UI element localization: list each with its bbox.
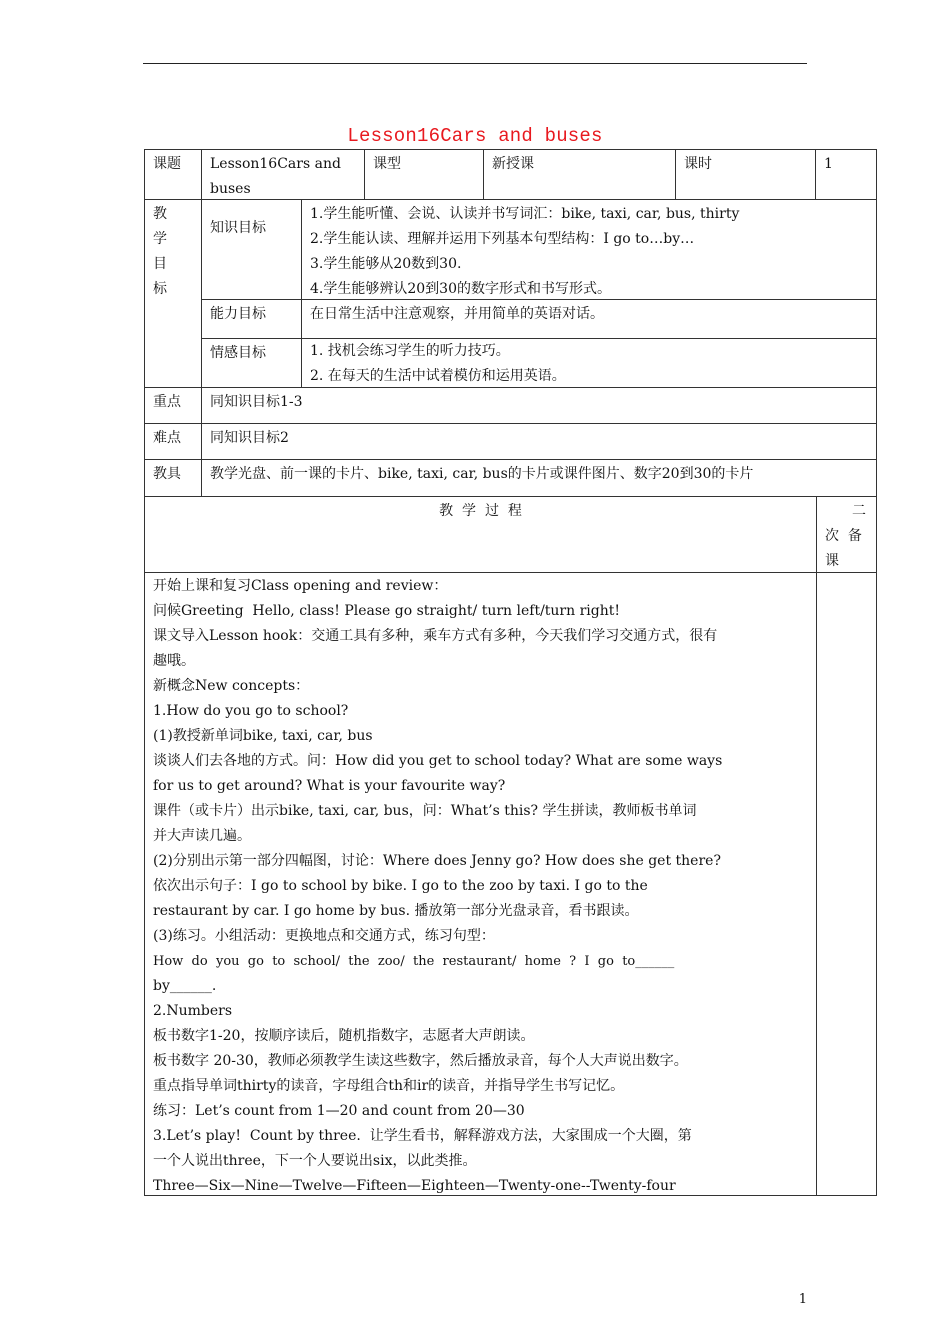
process-line: for us to get around? What is your favourite way? bbox=[153, 778, 506, 794]
materials-label: 教具 bbox=[153, 466, 181, 482]
type-value: 新授课 bbox=[492, 156, 534, 172]
topic-label-cell bbox=[144, 149, 202, 200]
process-line: by______. bbox=[153, 978, 217, 994]
key-point-label-cell bbox=[144, 387, 202, 424]
knowledge-item: 4.学生能够辨认20到30的数字形式和书写形式。 bbox=[310, 281, 611, 297]
period-label-cell bbox=[675, 149, 816, 200]
side-note-content-cell bbox=[816, 572, 877, 1196]
knowledge-label-cell bbox=[201, 199, 302, 300]
period-value-cell bbox=[815, 149, 877, 200]
emotion-item: 1. 找机会练习学生的听力技巧。 bbox=[310, 343, 510, 359]
process-line: (2)分别出示第一部分四幅图，讨论：Where does Jenny go? How does she get there? bbox=[153, 853, 721, 869]
ability-label: 能力目标 bbox=[210, 306, 266, 322]
side-note-heading-cell bbox=[816, 496, 877, 573]
process-line: 练习：Let’s count from 1—20 and count from 20—30 bbox=[153, 1103, 525, 1119]
process-line: 谈谈人们去各地的方式。问：How did you get to school today? What are some ways bbox=[153, 753, 723, 769]
process-line: 课文导入Lesson hook：交通工具有多种，乘车方式有多种，今天我们学习交通方式，很有 bbox=[153, 628, 718, 644]
knowledge-content-cell bbox=[301, 199, 877, 300]
period-value: 1 bbox=[824, 156, 833, 172]
difficulty-text: 同知识目标2 bbox=[210, 430, 289, 446]
knowledge-item: 3.学生能够从20数到30. bbox=[310, 256, 462, 272]
process-line: How do you go to school/ the zoo/ the restaurant/ home ? I go to______ bbox=[153, 954, 675, 969]
type-value-cell bbox=[483, 149, 676, 200]
page-number: 1 bbox=[798, 1292, 807, 1307]
knowledge-item: 1.学生能听懂、会说、认读并书写词汇：bike, taxi, car, bus, thirty bbox=[310, 206, 740, 222]
goals-label-char: 标 bbox=[153, 281, 167, 297]
ability-text: 在日常生活中注意观察，并用简单的英语对话。 bbox=[310, 306, 604, 322]
process-line: 依次出示句子：I go to school by bike. I go to the zoo by taxi. I go to the bbox=[153, 878, 648, 894]
topic-value-cell bbox=[201, 149, 365, 200]
ability-content-cell bbox=[301, 299, 877, 339]
process-heading: 教 学 过 程 bbox=[439, 503, 522, 519]
ability-label-cell bbox=[201, 299, 302, 339]
knowledge-item: 2.学生能认读、理解并运用下列基本句型结构：I go to…by… bbox=[310, 231, 695, 247]
goals-label-char: 学 bbox=[153, 231, 167, 247]
materials-content-cell bbox=[201, 459, 877, 497]
goals-label-char: 教 bbox=[153, 206, 167, 222]
emotion-label-cell bbox=[201, 338, 302, 388]
goals-label-cell bbox=[144, 199, 202, 388]
process-line: 1.How do you go to school? bbox=[153, 703, 349, 719]
period-label: 课时 bbox=[684, 156, 712, 172]
process-line: 板书数字1-20，按顺序读后，随机指数字，志愿者大声朗读。 bbox=[153, 1028, 535, 1044]
key-point-content-cell bbox=[201, 387, 877, 424]
process-line: (3)练习。小组活动：更换地点和交通方式，练习句型： bbox=[153, 928, 495, 944]
process-line: 课件（或卡片）出示bike, taxi, car, bus，问：What’s this? 学生拼读，教师板书单词 bbox=[153, 803, 697, 819]
process-line: 问候Greeting Hello, class! Please go straight/ turn left/turn right! bbox=[153, 603, 620, 619]
process-heading-cell bbox=[144, 496, 817, 573]
side-note-line: 次 备 bbox=[825, 528, 862, 544]
process-line: 3.Let’s play! Count by three. 让学生看书，解释游戏方法，大家围成一个大圈，第 bbox=[153, 1128, 692, 1144]
process-content-cell bbox=[144, 572, 817, 1196]
process-line: 趣哦。 bbox=[153, 653, 195, 669]
process-line: 重点指导单词thirty的读音，字母组合th和ir的读音，并指导学生书写记忆。 bbox=[153, 1078, 625, 1094]
difficulty-label: 难点 bbox=[153, 430, 181, 446]
topic-value-line: buses bbox=[210, 181, 251, 197]
process-line: 并大声读几遍。 bbox=[153, 828, 251, 844]
process-line: (1)教授新单词bike, taxi, car, bus bbox=[153, 728, 373, 744]
process-line: 一个人说出three，下一个人要说出six，以此类推。 bbox=[153, 1153, 477, 1169]
type-label: 课型 bbox=[373, 156, 401, 172]
goals-label-char: 目 bbox=[153, 256, 167, 272]
process-line: 2.Numbers bbox=[153, 1003, 233, 1019]
emotion-item: 2. 在每天的生活中试着模仿和运用英语。 bbox=[310, 368, 566, 384]
emotion-label: 情感目标 bbox=[210, 345, 266, 361]
topic-label: 课题 bbox=[153, 156, 181, 172]
topic-value-line: Lesson16Cars and bbox=[210, 156, 341, 172]
key-point-label: 重点 bbox=[153, 394, 181, 410]
document-title: Lesson16Cars and buses bbox=[347, 125, 603, 147]
materials-text: 教学光盘、前一课的卡片、bike, taxi, car, bus的卡片或课件图片、数字20到30的卡片 bbox=[210, 466, 754, 482]
difficulty-label-cell bbox=[144, 423, 202, 460]
side-note-line: 课 bbox=[825, 553, 839, 569]
side-note-line: 二 bbox=[852, 503, 866, 519]
materials-label-cell bbox=[144, 459, 202, 497]
emotion-content-cell bbox=[301, 338, 877, 388]
difficulty-content-cell bbox=[201, 423, 877, 460]
process-line: 开始上课和复习Class opening and review： bbox=[153, 578, 448, 594]
process-line: 新概念New concepts： bbox=[153, 678, 310, 694]
process-line: 板书数字 20-30，教师必须教学生读这些数字，然后播放录音，每个人大声说出数字。 bbox=[153, 1053, 688, 1069]
header-rule bbox=[143, 63, 807, 64]
type-label-cell bbox=[364, 149, 484, 200]
process-line: Three—Six—Nine—Twelve—Fifteen—Eighteen—Twenty-one--Twenty-four bbox=[153, 1178, 676, 1194]
key-point-text: 同知识目标1-3 bbox=[210, 394, 303, 410]
process-line: restaurant by car. I go home by bus. 播放第一部分光盘录音，看书跟读。 bbox=[153, 903, 639, 919]
knowledge-label: 知识目标 bbox=[210, 220, 266, 236]
